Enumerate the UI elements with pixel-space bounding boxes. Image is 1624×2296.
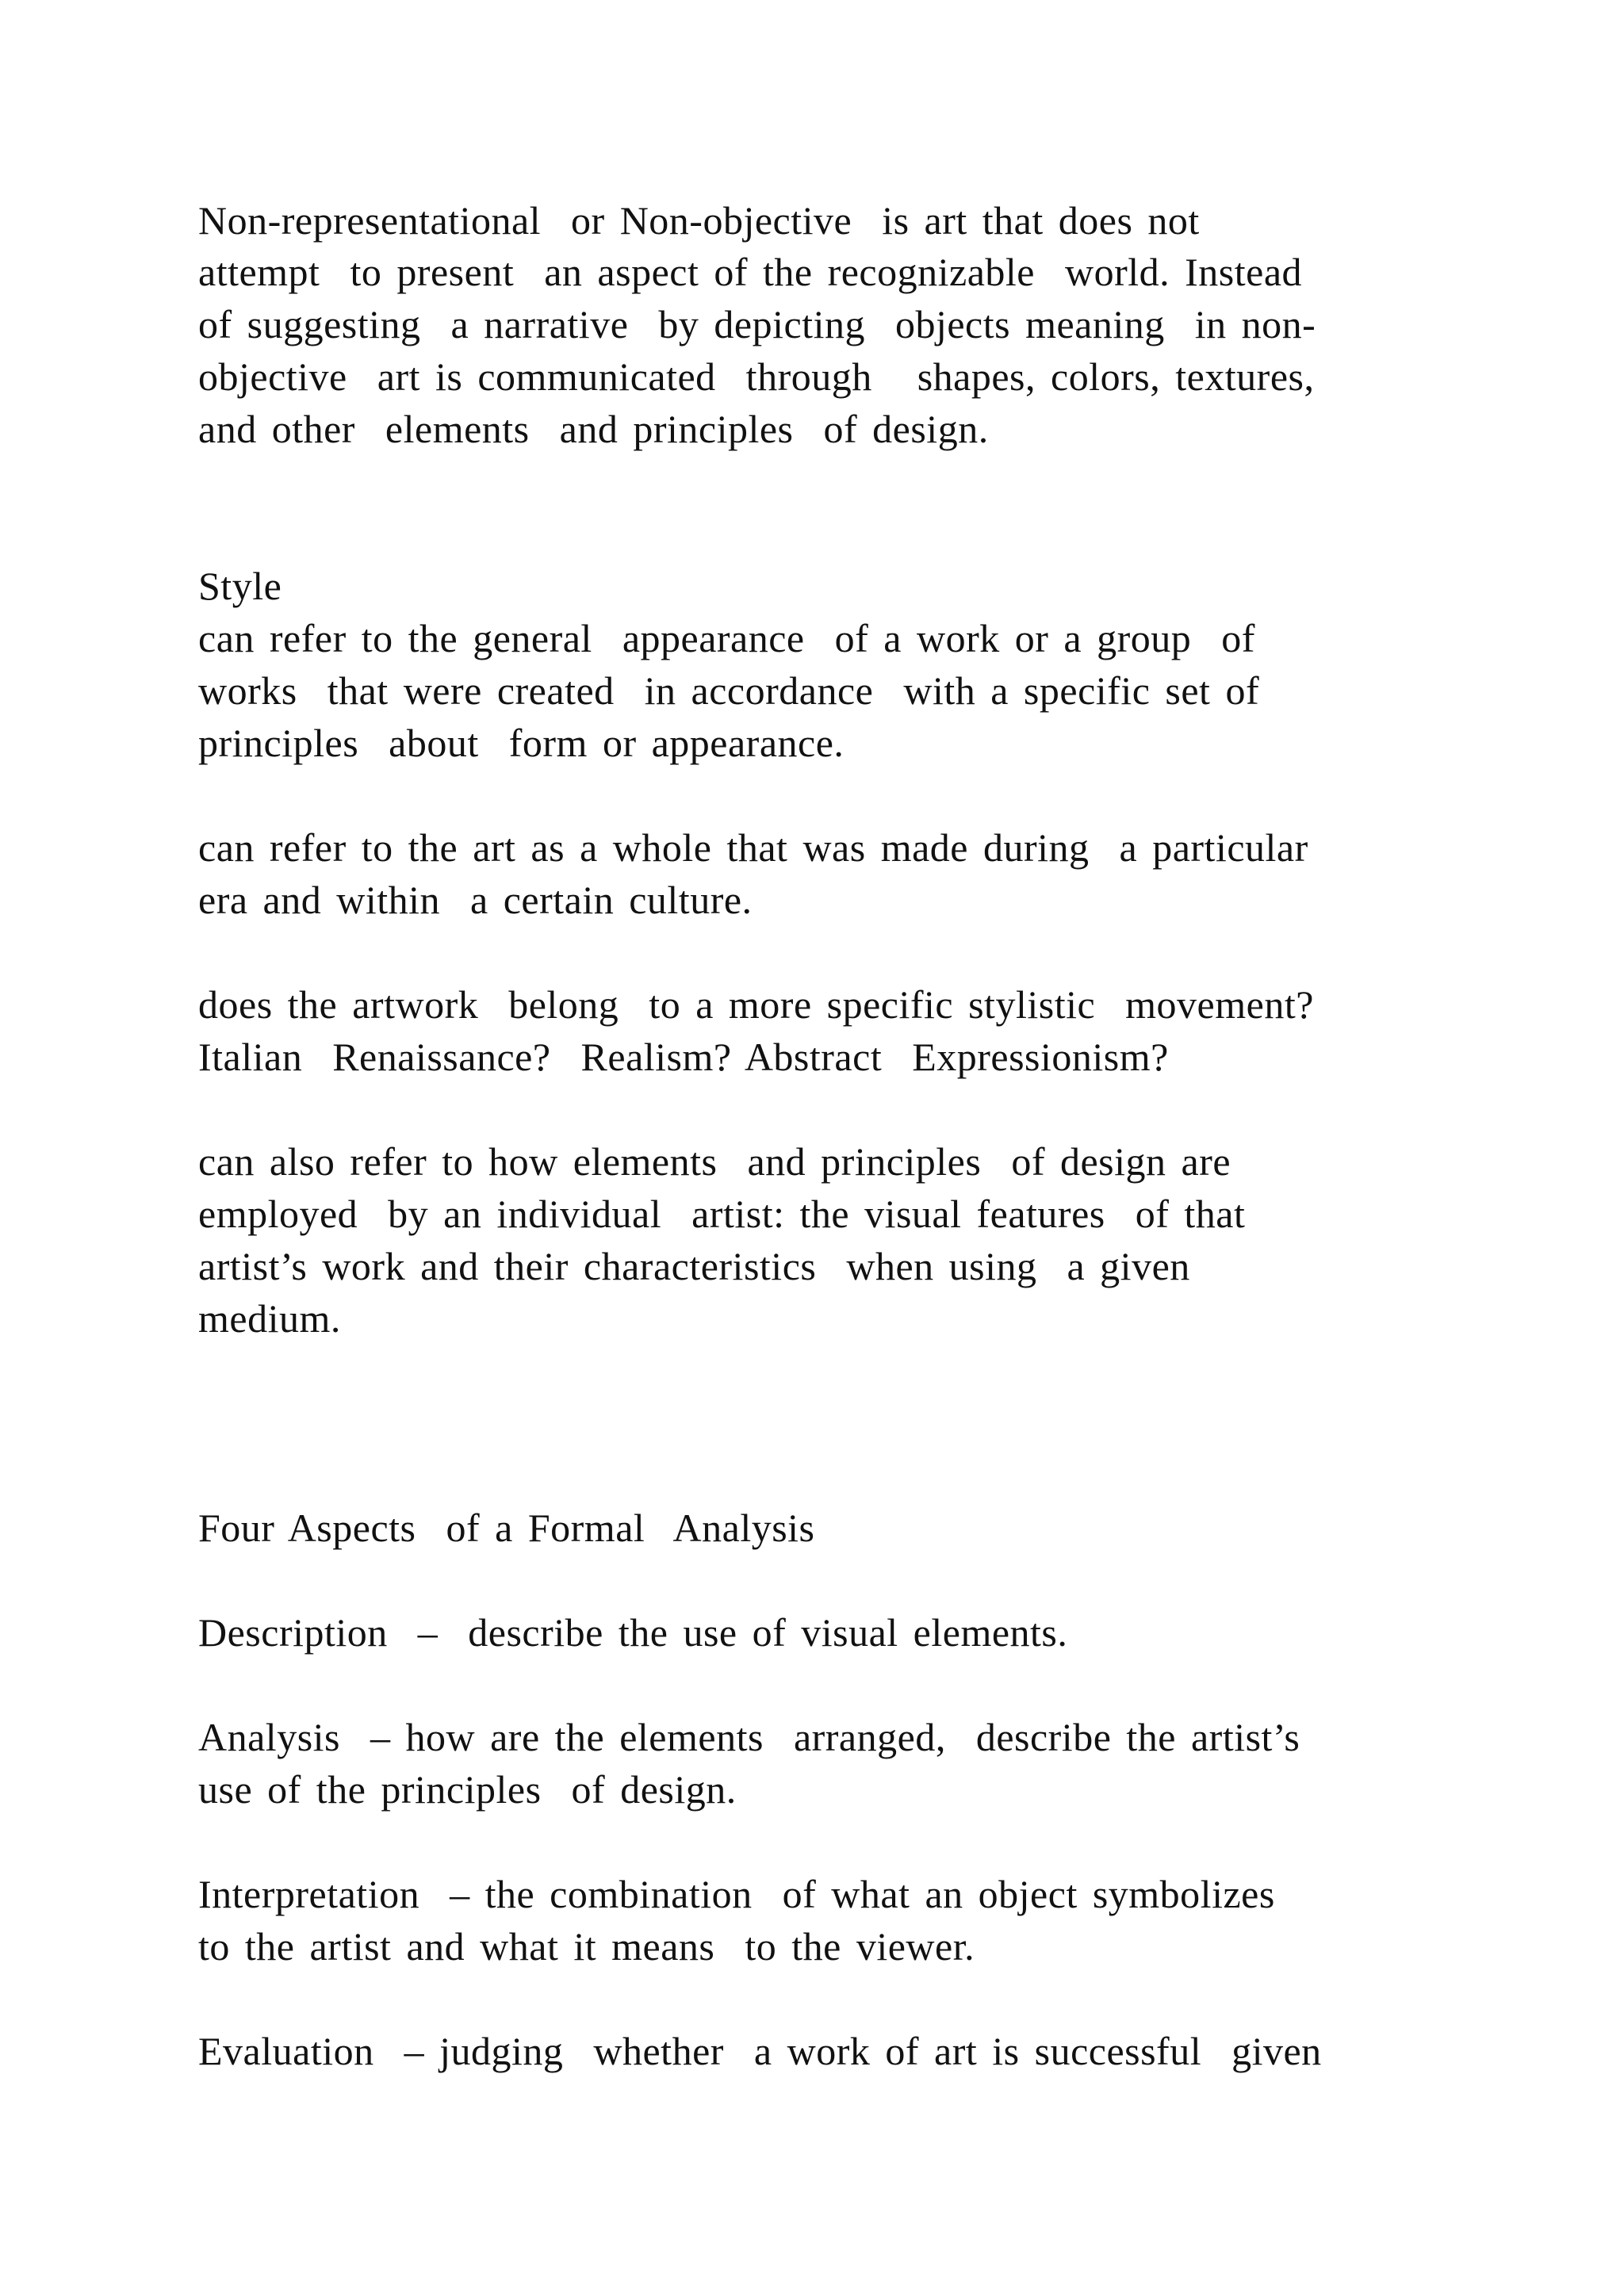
text-line: can refer to the art as a whole that was made during a particular bbox=[198, 825, 1308, 870]
text-line: Description – describe the use of visual elements. bbox=[198, 1610, 1068, 1655]
text-line: and other elements and principles of design. bbox=[198, 407, 989, 451]
text-line: use of the principles of design. bbox=[198, 1767, 737, 1812]
text-line: era and within a certain culture. bbox=[198, 878, 753, 922]
text-line: medium. bbox=[198, 1296, 341, 1341]
text-line: to the artist and what it means to the viewer. bbox=[198, 1924, 975, 1969]
text-line: of suggesting a narrative by depicting objects meaning in non- bbox=[198, 302, 1316, 346]
section-heading-formal-analysis: Four Aspects of a Formal Analysis bbox=[198, 1506, 815, 1550]
section-heading-style: Style bbox=[198, 564, 282, 608]
text-line: objective art is communicated through shapes, colors, textures, bbox=[198, 354, 1315, 399]
text-line: attempt to present an aspect of the recognizable world. Instead bbox=[198, 250, 1303, 294]
text-line: can refer to the general appearance of a work or a group of bbox=[198, 616, 1255, 660]
text-line: Non-representational or Non-objective is art that does not bbox=[198, 198, 1200, 243]
text-line: Italian Renaissance? Realism? Abstract Expressionism? bbox=[198, 1035, 1169, 1079]
text-line: does the artwork belong to a more specific stylistic movement? bbox=[198, 982, 1314, 1027]
text-line: Interpretation – the combination of what an object symbolizes bbox=[198, 1872, 1275, 1916]
text-line: Evaluation – judging whether a work of art is successful given bbox=[198, 2029, 1322, 2073]
text-line: artist’s work and their characteristics when using a given bbox=[198, 1244, 1190, 1288]
text-line: employed by an individual artist: the visual features of that bbox=[198, 1192, 1246, 1236]
text-line: can also refer to how elements and principles of design are bbox=[198, 1139, 1231, 1184]
text-line: works that were created in accordance with a specific set of bbox=[198, 668, 1260, 713]
text-line: principles about form or appearance. bbox=[198, 721, 845, 765]
text-line: Analysis – how are the elements arranged, describe the artist’s bbox=[198, 1715, 1300, 1759]
